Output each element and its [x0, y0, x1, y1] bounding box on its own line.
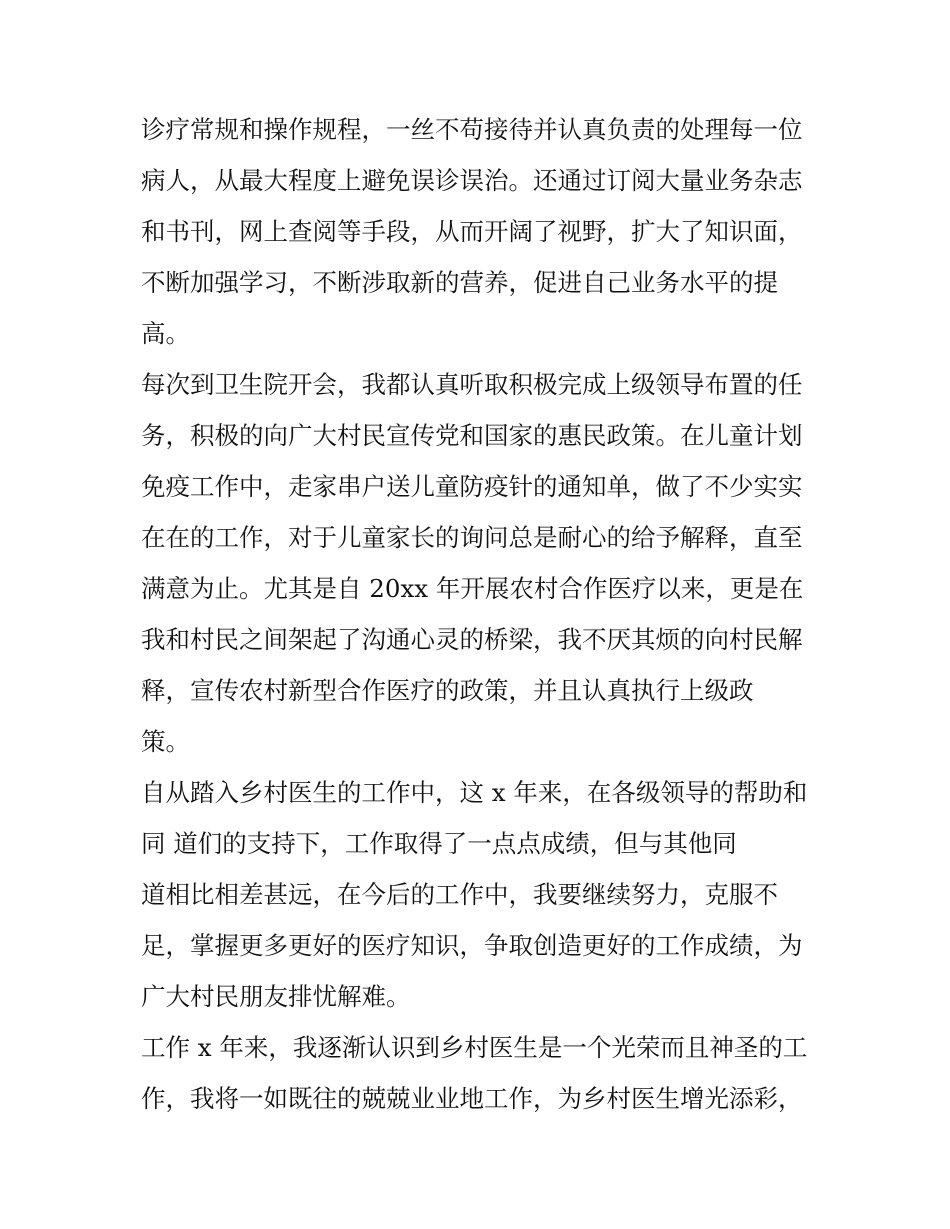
text-line: 每次到卫生院开会，我都认真听取积极完成上级领导布置的任	[141, 370, 803, 399]
text-line: 病人，从最大程度上避免误诊误治。还通过订阅大量业务杂志	[141, 166, 803, 195]
text-line: 诊疗常规和操作规程，一丝不苟接待并认真负责的处理每一位	[141, 115, 803, 144]
document-body-text	[141, 104, 821, 1124]
text-line: 满意为止。尤其是自 20xx 年开展农村合作医疗以来，更是在	[141, 574, 804, 603]
text-line: 免疫工作中，走家串户送儿童防疫针的通知单，做了不少实实	[141, 472, 803, 501]
text-line: 作，我将一如既往的兢兢业业地工作，为乡村医生增光添彩，	[141, 1084, 803, 1113]
text-line: 同 道们的支持下，工作取得了一点点成绩，但与其他同	[141, 829, 737, 858]
text-line: 不断加强学习，不断涉取新的营养，促进自己业务水平的提	[141, 268, 778, 297]
text-line: 在在的工作，对于儿童家长的询问总是耐心的给予解释，直至	[141, 523, 803, 552]
text-line: 足，掌握更多更好的医疗知识，争取创造更好的工作成绩，为	[141, 931, 803, 960]
text-line: 和书刊，网上查阅等手段，从而开阔了视野，扩大了知识面，	[141, 217, 803, 246]
text-line: 务，积极的向广大村民宣传党和国家的惠民政策。在儿童计划	[141, 421, 803, 450]
text-line: 策。	[141, 727, 190, 756]
text-line: 释，宣传农村新型合作医疗的政策，并且认真执行上级政	[141, 676, 754, 705]
text-line: 我和村民之间架起了沟通心灵的桥梁，我不厌其烦的向村民解	[141, 625, 803, 654]
text-line: 工作 x 年来，我逐渐认识到乡村医生是一个光荣而且神圣的工	[141, 1033, 808, 1062]
text-line: 道相比相差甚远，在今后的工作中，我要继续努力，克服不	[141, 880, 778, 909]
text-line: 高。	[141, 319, 190, 348]
text-line: 广大村民朋友排忧解难。	[141, 982, 411, 1011]
text-line: 自从踏入乡村医生的工作中，这 x 年来，在各级领导的帮助和	[141, 778, 808, 807]
